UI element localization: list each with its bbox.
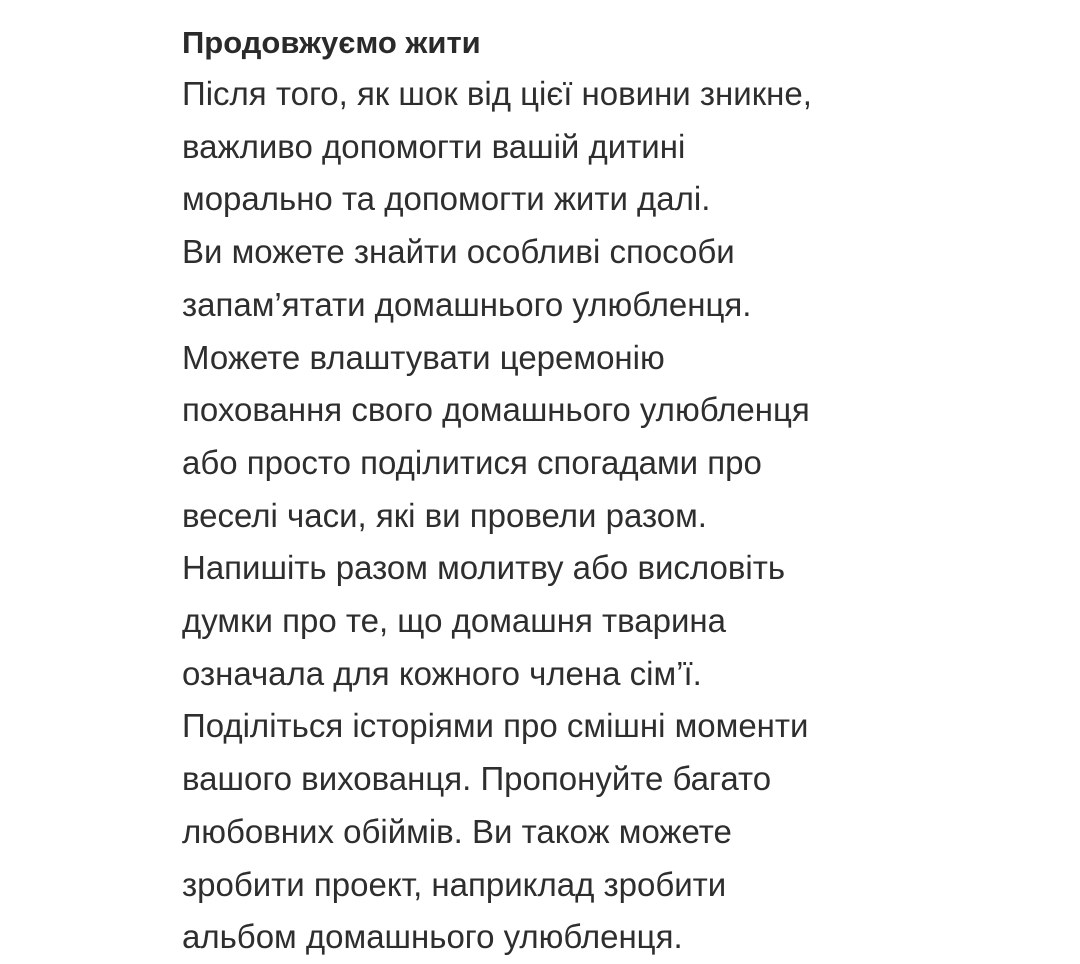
note-line: веселі часи, які ви провели разом. [182, 496, 707, 534]
note-body [182, 18, 1042, 964]
note-line: вашого вихованця. Пропонуйте багато [182, 760, 772, 798]
note-title: Продовжуємо жити [182, 25, 481, 60]
note-line: морально та допомогти жити далі. [182, 180, 711, 218]
note-line: Поділіться історіями про смішні моменти [182, 707, 809, 745]
note-line: означала для кожного члена сім’ї. [182, 654, 702, 692]
note-line: думки про те, що домашня тварина [182, 602, 726, 640]
note-line: важливо допомогти вашій дитині [182, 127, 686, 165]
note-line: Можете влаштувати церемонію [182, 338, 665, 376]
note-line: Напишіть разом молитву або висловіть [182, 549, 786, 587]
note-line: любовних обіймів. Ви також можете [182, 812, 732, 850]
note-line: зробити проект, наприклад зробити [182, 865, 727, 903]
note-line: поховання свого домашнього улюбленця [182, 391, 810, 429]
note-line: або просто поділитися спогадами про [182, 443, 762, 481]
note-line: запам’ятати домашнього улюбленця. [182, 285, 752, 323]
note-line: Після того, як шок від цієї новини зникне, [182, 75, 812, 112]
note-line: Ви можете знайти особливі способи [182, 233, 735, 271]
note-line: альбом домашнього улюбленця. [182, 918, 683, 956]
